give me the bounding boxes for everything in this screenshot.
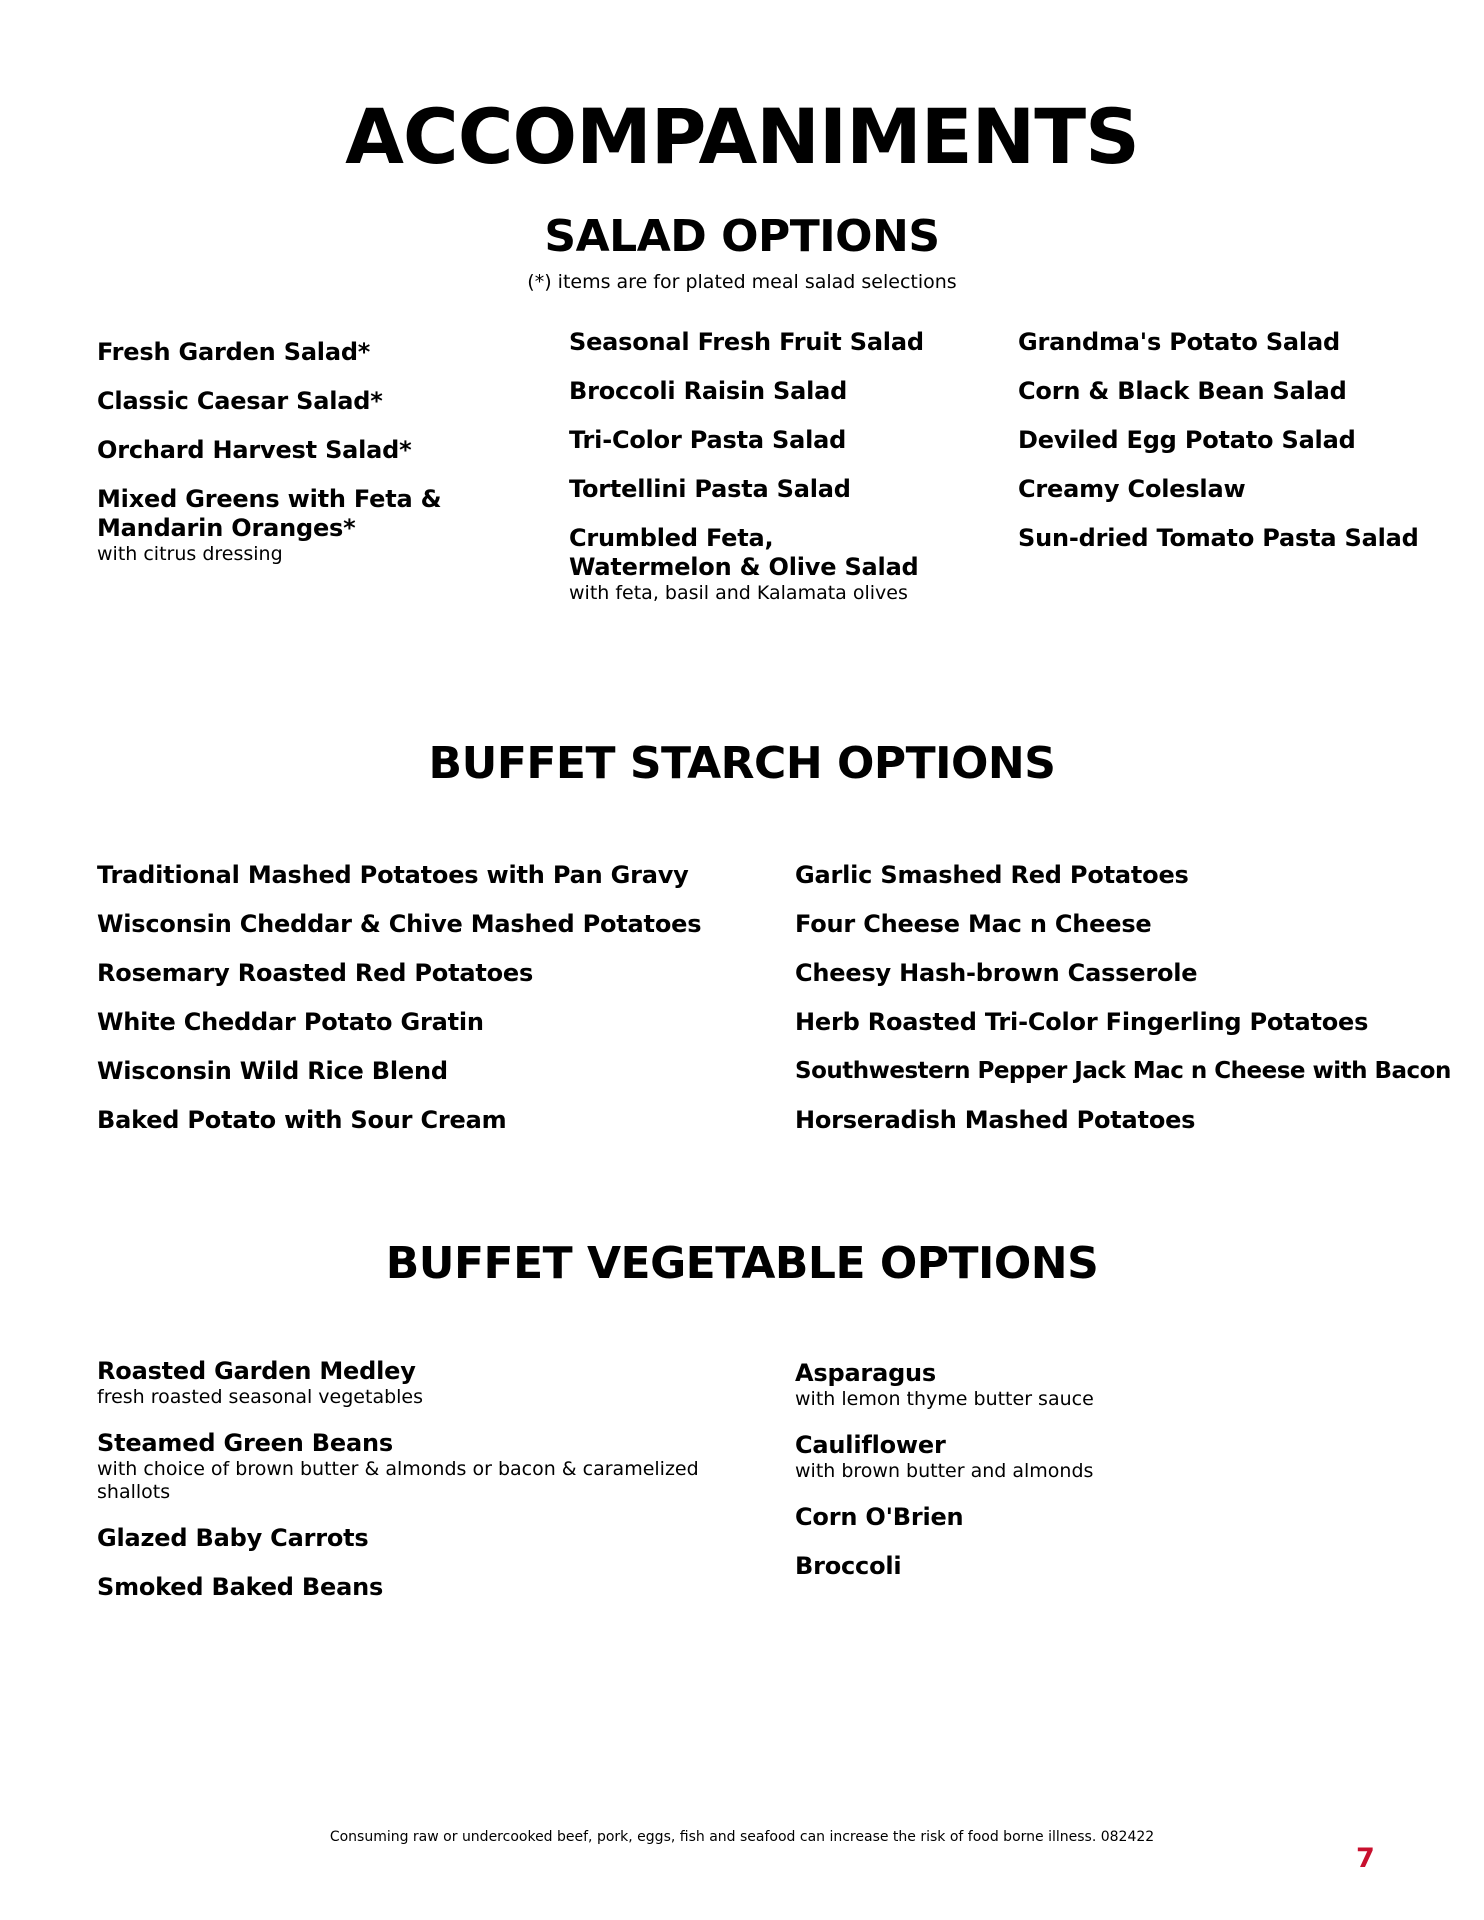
food-safety-disclaimer: Consuming raw or undercooked beef, pork, eggs, fish and seafood can increase the risk of food borne illness. 082422 xyxy=(329,1829,1155,1845)
list-item xyxy=(569,475,939,504)
item-name: White Cheddar Potato Gratin xyxy=(97,1008,484,1036)
list-item xyxy=(1018,524,1458,553)
list-item xyxy=(795,959,1475,988)
item-name: Wisconsin Wild Rice Blend xyxy=(97,1057,448,1085)
item-name: Broccoli Raisin Salad xyxy=(569,377,848,405)
salad-section-title: SALAD OPTIONS xyxy=(544,211,940,262)
list-item xyxy=(97,436,497,465)
item-name: Corn O'Brien xyxy=(795,1503,964,1531)
list-item xyxy=(569,524,939,605)
list-item xyxy=(97,1429,717,1504)
item-name: Cauliflower xyxy=(795,1431,946,1459)
list-item xyxy=(569,426,939,455)
item-name: Mixed Greens with Feta & Mandarin Oranges* xyxy=(97,485,442,542)
list-item xyxy=(795,1106,1475,1135)
starch-column-1 xyxy=(97,861,777,1155)
item-name: Creamy Coleslaw xyxy=(1018,475,1246,503)
list-item xyxy=(97,1008,777,1037)
list-item xyxy=(569,328,939,357)
list-item xyxy=(97,485,497,566)
list-item xyxy=(97,1057,777,1086)
item-name: Wisconsin Cheddar & Chive Mashed Potatoes xyxy=(97,910,702,938)
list-item xyxy=(795,1057,1475,1086)
list-item xyxy=(795,1359,1415,1411)
list-item xyxy=(1018,475,1458,504)
item-name: Baked Potato with Sour Cream xyxy=(97,1106,507,1134)
item-name: Garlic Smashed Red Potatoes xyxy=(795,861,1189,889)
page-title: ACCOMPANIMENTS xyxy=(345,92,1139,181)
salad-subtitle: (*) items are for plated meal salad selections xyxy=(527,271,957,293)
item-name: Cheesy Hash-brown Casserole xyxy=(795,959,1198,987)
item-name: Smoked Baked Beans xyxy=(97,1573,384,1601)
item-description: with feta, basil and Kalamata olives xyxy=(569,582,908,604)
list-item xyxy=(795,861,1475,890)
item-description: with lemon thyme butter sauce xyxy=(795,1388,1094,1410)
item-name: Horseradish Mashed Potatoes xyxy=(795,1106,1196,1134)
salad-column-3 xyxy=(1018,328,1458,573)
list-item xyxy=(97,1106,777,1135)
item-name: Orchard Harvest Salad* xyxy=(97,436,412,464)
list-item xyxy=(97,1357,717,1409)
salad-column-2 xyxy=(569,328,939,625)
item-name: Four Cheese Mac n Cheese xyxy=(795,910,1152,938)
item-name: Classic Caesar Salad* xyxy=(97,387,383,415)
list-item xyxy=(1018,377,1458,406)
item-name: Herb Roasted Tri-Color Fingerling Potatoes xyxy=(795,1008,1369,1036)
vegetable-column-1 xyxy=(97,1357,717,1622)
vegetable-section-title: BUFFET VEGETABLE OPTIONS xyxy=(385,1238,1099,1289)
list-item xyxy=(795,1008,1475,1037)
item-name: Crumbled Feta, Watermelon & Olive Salad xyxy=(569,524,919,581)
item-name: Deviled Egg Potato Salad xyxy=(1018,426,1356,454)
list-item xyxy=(97,1524,717,1553)
page-number: 7 xyxy=(1356,1843,1375,1874)
item-name: Traditional Mashed Potatoes with Pan Gravy xyxy=(97,861,689,889)
item-name: Tortellini Pasta Salad xyxy=(569,475,851,503)
item-name: Asparagus xyxy=(795,1359,937,1387)
item-name: Sun-dried Tomato Pasta Salad xyxy=(1018,524,1419,552)
item-name: Tri-Color Pasta Salad xyxy=(569,426,847,454)
list-item xyxy=(795,1552,1415,1581)
item-name: Steamed Green Beans xyxy=(97,1429,393,1457)
item-description: with citrus dressing xyxy=(97,543,283,565)
item-name: Corn & Black Bean Salad xyxy=(1018,377,1347,405)
list-item xyxy=(97,338,497,367)
list-item xyxy=(97,910,777,939)
item-name: Glazed Baby Carrots xyxy=(97,1524,369,1552)
item-description: with choice of brown butter & almonds or bacon & caramelized shallots xyxy=(97,1458,699,1503)
list-item xyxy=(97,387,497,416)
item-name: Rosemary Roasted Red Potatoes xyxy=(97,959,534,987)
item-description: with brown butter and almonds xyxy=(795,1460,1094,1482)
item-name: Seasonal Fresh Fruit Salad xyxy=(569,328,924,356)
starch-section-title: BUFFET STARCH OPTIONS xyxy=(428,738,1056,789)
item-name: Southwestern Pepper Jack Mac n Cheese with Bacon xyxy=(795,1058,1451,1084)
list-item xyxy=(795,1503,1415,1532)
list-item xyxy=(795,910,1475,939)
item-name: Grandma's Potato Salad xyxy=(1018,328,1340,356)
vegetable-column-2 xyxy=(795,1359,1415,1601)
item-name: Broccoli xyxy=(795,1552,902,1580)
list-item xyxy=(1018,426,1458,455)
item-name: Roasted Garden Medley xyxy=(97,1357,416,1385)
salad-column-1 xyxy=(97,338,497,586)
list-item xyxy=(97,1573,717,1602)
starch-column-2 xyxy=(795,861,1475,1155)
list-item xyxy=(569,377,939,406)
item-description: fresh roasted seasonal vegetables xyxy=(97,1386,424,1408)
list-item xyxy=(97,861,777,890)
list-item xyxy=(97,959,777,988)
item-name: Fresh Garden Salad* xyxy=(97,338,371,366)
list-item xyxy=(1018,328,1458,357)
list-item xyxy=(795,1431,1415,1483)
